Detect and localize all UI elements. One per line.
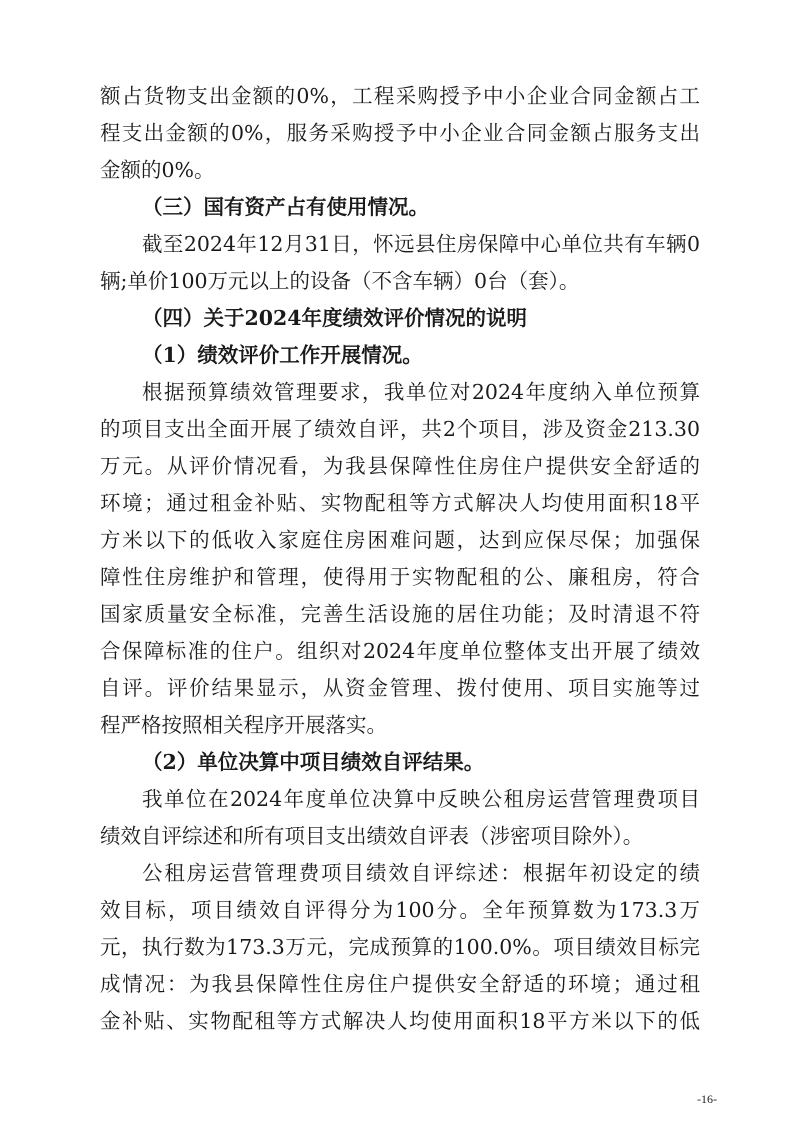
body-line: 国家质量安全标准，完善生活设施的居住功能；及时清退不符 bbox=[100, 602, 700, 626]
body-line: 根据预算绩效管理要求，我单位对2024年度纳入单位预算 bbox=[142, 380, 700, 404]
body-line: 自评。评价结果显示，从资金管理、拨付使用、项目实施等过 bbox=[100, 676, 700, 700]
body-line: 金额的0%。 bbox=[100, 158, 215, 182]
body-line: 效目标，项目绩效自评得分为100分。全年预算数为173.3万 bbox=[100, 898, 700, 922]
body-line: 成情况：为我县保障性住房住户提供安全舒适的环境；通过租 bbox=[100, 972, 700, 996]
body-line: 障性住房维护和管理，使得用于实物配租的公、廉租房，符合 bbox=[100, 565, 700, 589]
subsection-heading: （1）绩效评价工作开展情况。 bbox=[142, 343, 423, 367]
section-heading: （四）关于2024年度绩效评价情况的说明 bbox=[142, 306, 528, 330]
body-line: 截至2024年12月31日，怀远县住房保障中心单位共有车辆0 bbox=[142, 232, 700, 256]
body-line: 环境；通过租金补贴、实物配租等方式解决人均使用面积18平 bbox=[100, 491, 700, 515]
document-body bbox=[100, 78, 700, 1040]
subsection-heading: （2）单位决算中项目绩效自评结果。 bbox=[142, 750, 485, 774]
body-line: 辆;单价100万元以上的设备（不含车辆）0台（套）。 bbox=[100, 269, 580, 293]
body-line: 程支出金额的0%，服务采购授予中小企业合同金额占服务支出 bbox=[100, 121, 700, 145]
body-line: 的项目支出全面开展了绩效自评，共2个项目，涉及资金213.30 bbox=[100, 417, 700, 441]
body-line: 额占货物支出金额的0%，工程采购授予中小企业合同金额占工 bbox=[100, 84, 700, 108]
body-line: 我单位在2024年度单位决算中反映公租房运营管理费项目 bbox=[142, 787, 700, 811]
page-number: -16- bbox=[697, 1092, 717, 1106]
body-line: 万元。从评价情况看，为我县保障性住房住户提供安全舒适的 bbox=[100, 454, 700, 478]
body-line: 程严格按照相关程序开展落实。 bbox=[100, 713, 387, 737]
body-line: 元，执行数为173.3万元，完成预算的100.0%。项目绩效目标完 bbox=[100, 935, 700, 959]
section-heading: （三）国有资产占有使用情况。 bbox=[142, 195, 429, 219]
body-line: 合保障标准的住户。组织对2024年度单位整体支出开展了绩效 bbox=[100, 639, 700, 663]
body-line: 方米以下的低收入家庭住房困难问题，达到应保尽保；加强保 bbox=[100, 528, 700, 552]
body-line: 公租房运营管理费项目绩效自评综述：根据年初设定的绩 bbox=[142, 861, 700, 885]
body-line: 绩效自评综述和所有项目支出绩效自评表（涉密项目除外）。 bbox=[100, 824, 644, 848]
body-line: 金补贴、实物配租等方式解决人均使用面积18平方米以下的低 bbox=[100, 1009, 700, 1033]
